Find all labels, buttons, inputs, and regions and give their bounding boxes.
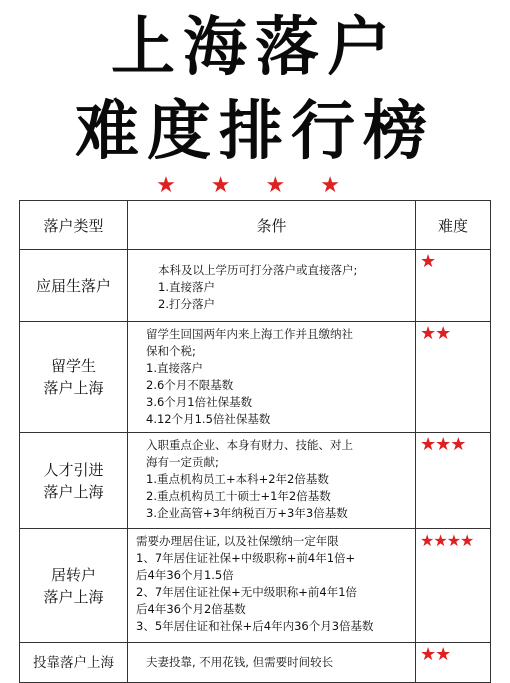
row-type [20,433,128,529]
condition-line: 3.6个月1倍社保基数 [146,395,253,409]
row-type [20,529,128,643]
page-title-line2: 难度排行榜 [75,95,435,169]
row-type-label: 居转户 [50,565,96,584]
row-conditions [128,433,416,529]
table-row [20,529,491,643]
title-stars-icon: ★ ★ ★ ★ [156,173,354,198]
row-type [20,643,128,683]
ranking-table [19,200,491,683]
condition-line: 1.直接落户 [158,280,215,294]
table-row [20,643,491,683]
condition-line: 后4年36个月2倍基数 [136,602,246,616]
condition-line: 海有一定贡献; [146,455,219,469]
difficulty-stars-icon: ★★★★ [416,529,491,643]
condition-line: 本科及以上学历可打分落户或直接落户; [158,263,358,277]
row-conditions [128,322,416,433]
condition-line: 2.重点机构员工十硕士+1年2倍基数 [146,489,331,503]
condition-line: 需要办理居住证, 以及社保缴纳一定年限 [136,534,339,548]
condition-line: 2、7年居住证社保+无中级职称+前4年1倍 [136,585,358,599]
row-type [20,322,128,433]
difficulty-stars-icon: ★★ [416,322,491,433]
condition-line: 入职重点企业、本身有财力、技能、对上 [146,438,353,452]
condition-line: 1.重点机构员工+本科+2年2倍基数 [146,472,329,486]
header-type: 落户类型 [20,201,128,250]
condition-line: 3、5年居住证和社保+后4年内36个月3倍基数 [136,619,374,633]
row-type [20,250,128,322]
condition-line: 保和个税; [146,344,196,358]
table-row [20,250,491,322]
condition-line: 留学生回国两年内来上海工作并且缴纳社 [146,327,353,341]
condition-line: 2.打分落户 [158,297,215,311]
row-type-label: 投靠落户上海 [33,654,114,671]
condition-line: 后4年36个月1.5倍 [136,568,234,582]
condition-line: 2.6个月不限基数 [146,378,234,392]
condition-line: 1.直接落户 [146,361,203,375]
page-title-line1: 上海落户 [111,11,399,85]
table-header-row [20,201,491,250]
row-conditions [128,529,416,643]
condition-line: 3.企业高管+3年纳税百万+3年3倍基数 [146,506,348,520]
condition-line: 4.12个月1.5倍社保基数 [146,412,271,426]
header-conditions: 条件 [128,201,416,250]
difficulty-stars-icon: ★ [416,250,491,322]
header-difficulty: 难度 [416,201,491,250]
table-row [20,322,491,433]
condition-line: 1、7年居住证社保+中级职称+前4年1倍+ [136,551,356,565]
difficulty-stars-icon: ★★ [416,643,491,683]
row-type-label: 应届生落户 [35,276,111,295]
table-row [20,433,491,529]
row-type-label: 落户上海 [43,587,104,606]
row-type-label: 人才引进 [43,460,104,479]
condition-line: 夫妻投靠, 不用花钱, 但需要时间较长 [146,655,334,669]
row-type-label: 落户上海 [43,379,104,397]
row-conditions [128,643,416,683]
difficulty-stars-icon: ★★★ [416,433,491,529]
row-type-label: 落户上海 [43,482,104,501]
row-conditions [128,250,416,322]
row-type-label: 留学生 [50,357,96,375]
